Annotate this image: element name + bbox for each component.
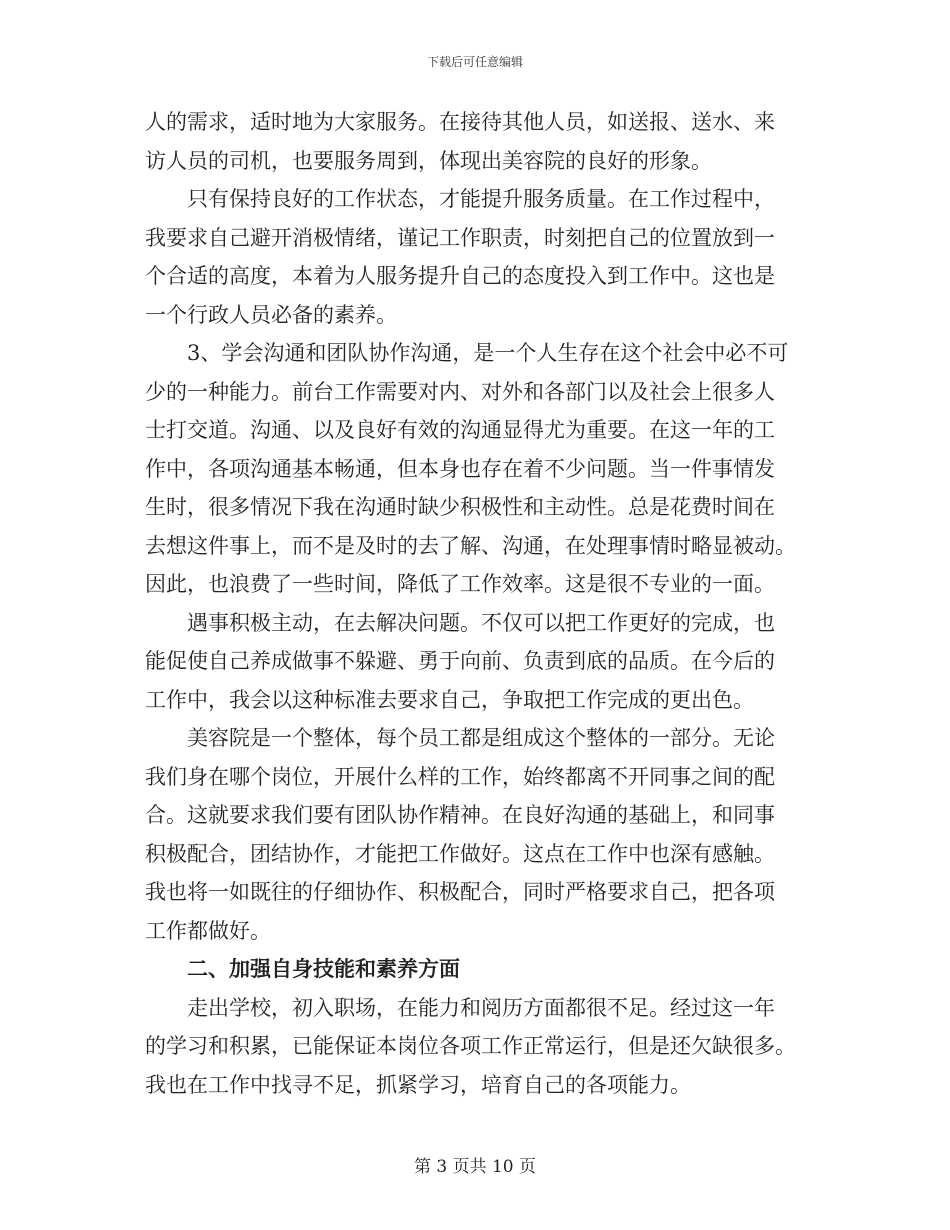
text-line: 访人员的司机，也要服务周到，体现出美容院的良好的形象。	[145, 148, 712, 173]
document-body	[145, 103, 805, 1104]
text-line: 积极配合，团结协作，才能把工作做好。这点在工作中也深有感触。	[145, 841, 775, 866]
text-line: 的学习和积累，已能保证本岗位各项工作正常运行，但是还欠缺很多。	[145, 1034, 796, 1058]
text-line: 我们身在哪个岗位，开展什么样的工作，始终都离不开同事之间的配	[145, 764, 775, 789]
text-line: 作中，各项沟通基本畅通，但本身也存在着不少问题。当一件事情发	[145, 456, 775, 481]
text-line: 合。这就要求我们要有团队协作精神。在良好沟通的基础上，和同事	[145, 803, 775, 827]
paragraph-start-line: 遇事积极主动，在去解决问题。不仅可以把工作更好的完成，也	[187, 610, 775, 635]
page-header: 下载后可任意编辑	[426, 55, 523, 69]
text-line: 少的一种能力。前台工作需要对内、对外和各部门以及社会上很多人	[145, 379, 775, 404]
text-line: 工作中，我会以这种标准去要求自己，争取把工作完成的更出色。	[145, 687, 754, 712]
section-heading: 二、加强自身技能和素养方面	[187, 956, 460, 981]
text-line: 我要求自己避开消极情绪，谨记工作职责，时刻把自己的位置放到一	[145, 225, 775, 250]
text-line: 能促使自己养成做事不躲避、勇于向前、负责到底的品质。在今后的	[145, 649, 775, 673]
paragraph-start-line: 走出学校，初入职场，在能力和阅历方面都很不足。经过这一年	[187, 995, 775, 1020]
page-footer: 第 3 页共 10 页	[413, 1157, 537, 1177]
paragraph-start-line: 只有保持良好的工作状态，才能提升服务质量。在工作过程中，	[187, 187, 775, 211]
text-line: 我也在工作中找寻不足，抓紧学习，培育自己的各项能力。	[145, 1072, 691, 1097]
text-line: 士打交道。沟通、以及良好有效的沟通显得尤为重要。在这一年的工	[145, 418, 775, 442]
text-line: 我也将一如既往的仔细协作、积极配合，同时严格要求自己，把各项	[145, 880, 775, 904]
text-line: 生时，很多情况下我在沟通时缺少积极性和主动性。总是花费时间在	[145, 495, 775, 519]
text-line: 人的需求，适时地为大家服务。在接待其他人员，如送报、送水、来	[145, 110, 775, 134]
text-line: 一个行政人员必备的素养。	[145, 302, 397, 327]
text-line: 去想这件事上，而不是及时的去了解、沟通，在处理事情时略显被动。	[145, 533, 796, 558]
text-line: 因此，也浪费了一些时间，降低了工作效率。这是很不专业的一面。	[145, 572, 775, 596]
paragraph-start-line: 3、学会沟通和团队协作沟通，是一个人生存在这个社会中必不可	[187, 341, 789, 365]
text-line: 个合适的高度，本着为人服务提升自己的态度投入到工作中。这也是	[145, 264, 775, 288]
text-line: 工作都做好。	[145, 918, 271, 943]
paragraph-start-line: 美容院是一个整体，每个员工都是组成这个整体的一部分。无论	[187, 726, 775, 750]
